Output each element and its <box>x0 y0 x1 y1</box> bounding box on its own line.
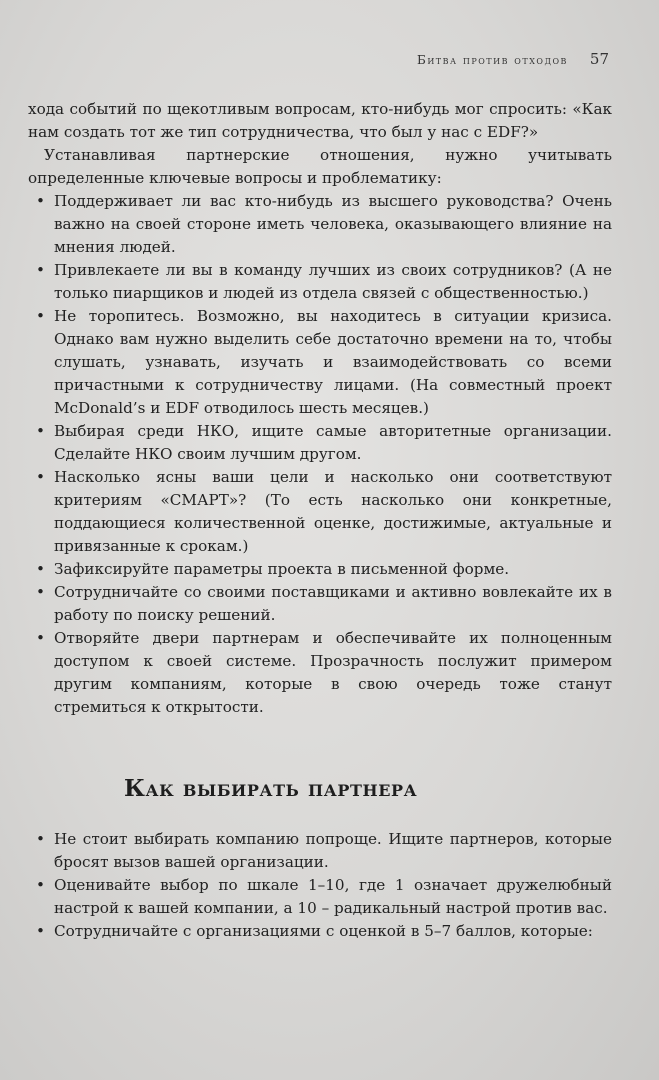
list-item: • Поддерживает ли вас кто-нибудь из высшего руководства? Очень важно на своей стороне иметь человека, оказывающего влияние на мнения людей. <box>28 190 612 259</box>
list-item: • Не стоит выбирать компанию попроще. Ищите партнеров, которые бросят вызов вашей организации. <box>28 828 612 874</box>
partnership-questions-list <box>28 190 612 719</box>
running-head <box>417 50 609 68</box>
intro-paragraph: Устанавливая партнерские отношения, нужно учитывать определенные ключевые вопросы и проблематику: <box>28 146 612 187</box>
list-item: • Выбирая среди НКО, ищите самые авторитетные организации. Сделайте НКО своим лучшим другом. <box>28 420 612 466</box>
list-item: • Не торопитесь. Возможно, вы находитесь в ситуации кризиса. Однако вам нужно выделить себе достаточно времени на то, чтобы слушать, узнавать, изучать и взаимодействовать со всеми причастными к сотрудничеству лицами. (На совместный проект McDonald’s и EDF отводилось шесть месяцев.) <box>28 305 612 420</box>
list-item: • Сотрудничайте с организациями с оценкой в 5–7 баллов, которые: <box>28 920 612 943</box>
list-item: • Отворяйте двери партнерам и обеспечивайте их полноценным доступом к своей системе. Прозрачность послужит примером другим компаниям, которые в свою очередь тоже станут стремиться к открытости. <box>28 627 612 719</box>
running-title: Битва против отходов <box>417 53 568 67</box>
page-body <box>28 98 612 943</box>
list-item: • Зафиксируйте параметры проекта в письменной форме. <box>28 558 612 581</box>
list-item: • Оценивайте выбор по шкале 1–10, где 1 означает дружелюбный настрой к вашей компании, а 10 – радикальный настрой против вас. <box>28 874 612 920</box>
page-number: 57 <box>589 50 609 68</box>
list-item: • Сотрудничайте со своими поставщиками и активно вовлекайте их в работу по поиску решений. <box>28 581 612 627</box>
intro-paragraph: хода событий по щекотливым вопросам, кто-нибудь мог спросить: «Как нам создать тот же тип сотрудничества, что был у нас с EDF?» <box>28 100 612 141</box>
partner-selection-list <box>28 828 612 943</box>
list-item: • Привлекаете ли вы в команду лучших из своих сотрудников? (А не только пиарщиков и людей из отдела связей с общественностью.) <box>28 259 612 305</box>
section-heading: Как выбирать партнера <box>124 775 418 802</box>
list-item: • Насколько ясны ваши цели и насколько они соответствуют критериям «СМАРТ»? (То есть насколько они конкретные, поддающиеся количественной оценке, достижимые, актуальные и привязанные к срокам.) <box>28 466 612 558</box>
